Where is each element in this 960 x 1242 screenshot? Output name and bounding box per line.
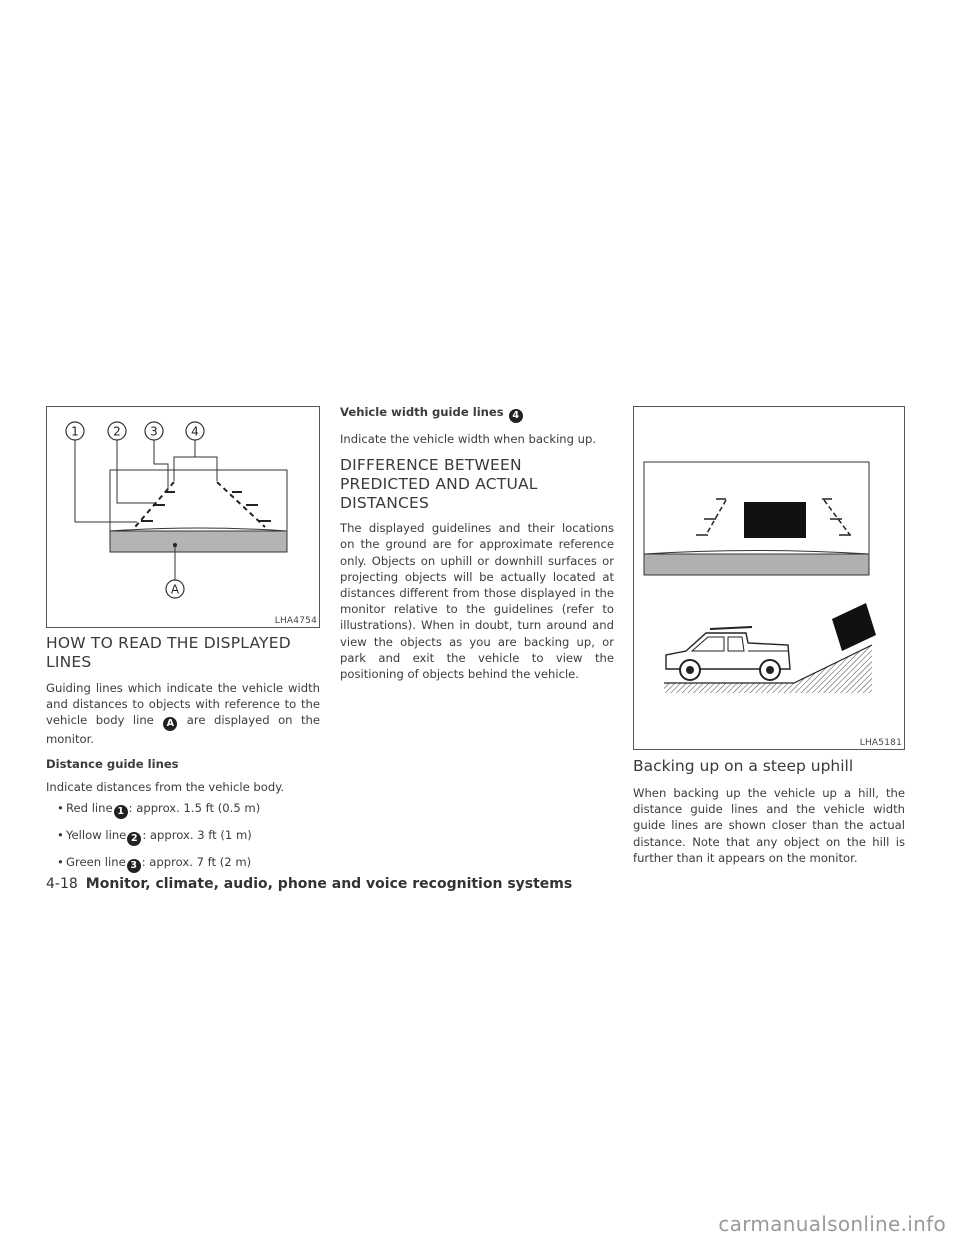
marker-3: 3 (127, 859, 141, 873)
chapter-title: Monitor, climate, audio, phone and voice recognition systems (85, 876, 573, 892)
column-right (633, 406, 905, 866)
callout-2-label: 2 (113, 424, 121, 439)
callout-1 (66, 422, 84, 440)
bullet-green (46, 854, 320, 873)
callout-1-label: 1 (71, 424, 79, 439)
bullet-yellow (46, 827, 320, 846)
intro-text-b: are displayed on the monitor. (46, 713, 321, 747)
figure-uphill (633, 406, 905, 750)
guide-lines-diagram (47, 407, 319, 627)
callout-3 (145, 422, 163, 440)
marker-2: 2 (127, 832, 141, 846)
callout-3-label: 3 (150, 424, 158, 439)
bullet-red (46, 800, 320, 819)
bullet-yellow-value: : approx. 3 ft (1 m) (142, 828, 252, 843)
page-footer (46, 876, 572, 892)
difference-body: The displayed guidelines and their locations on the ground are for approximate reference only. Objects on uphill or downhill surfaces or projecting objects will be actually located at distances different from those displayed in the monitor relative to the guidelines (refer to illustrations). When in doubt, turn around and view the objects as you are backing up, or park and exit the vehicle to view the positioning of objects behind the vehicle. (340, 521, 614, 682)
intro-text-a: Guiding lines which indicate the vehicle width and distances to objects with reference to the vehicle body line (46, 681, 320, 728)
distance-heading: Distance guide lines (46, 756, 179, 771)
marker-4: 4 (509, 409, 523, 423)
callout-2 (108, 422, 126, 440)
watermark: carmanualsonline.info (718, 1212, 946, 1236)
bullet-red-label: Red line (66, 801, 113, 816)
truck-illustration (666, 627, 790, 680)
difference-title: DIFFERENCE BETWEEN PREDICTED AND ACTUAL DISTANCES (340, 456, 538, 513)
callout-a (166, 580, 184, 598)
figure-code: LHA5181 (859, 738, 902, 748)
page-number: 4-18 (46, 876, 78, 892)
figure-code: LHA4754 (274, 616, 317, 626)
figure-guide-lines (46, 406, 320, 628)
distance-text: Indicate distances from the vehicle body. (46, 779, 285, 794)
bullet-red-value: : approx. 1.5 ft (0.5 m) (128, 801, 261, 816)
width-heading-text: Vehicle width guide lines (340, 405, 504, 419)
column-middle (340, 404, 614, 682)
callout-4-label: 4 (191, 424, 199, 439)
marker-a: A (163, 717, 177, 731)
width-text: Indicate the vehicle width when backing up. (340, 432, 597, 446)
bullet-green-value: : approx. 7 ft (2 m) (141, 855, 252, 870)
width-heading (340, 404, 614, 423)
uphill-body: When backing up the vehicle up a hill, the distance guide lines and the vehicle width guide lines are shown closer than the actual distance. Note that any object on the hill is further than it appears on the monitor. (633, 786, 905, 865)
callout-a-label: A (170, 582, 180, 597)
uphill-title: Backing up on a steep uphill (633, 757, 854, 775)
marker-1: 1 (114, 805, 128, 819)
column-left (46, 406, 320, 873)
callout-4 (186, 422, 204, 440)
uphill-diagram (634, 407, 904, 749)
bullet-yellow-label: Yellow line (66, 828, 127, 843)
section-title: HOW TO READ THE DISPLAYED LINES (46, 634, 291, 671)
bullet-green-label: Green line (66, 855, 126, 870)
intro-paragraph (46, 680, 320, 748)
